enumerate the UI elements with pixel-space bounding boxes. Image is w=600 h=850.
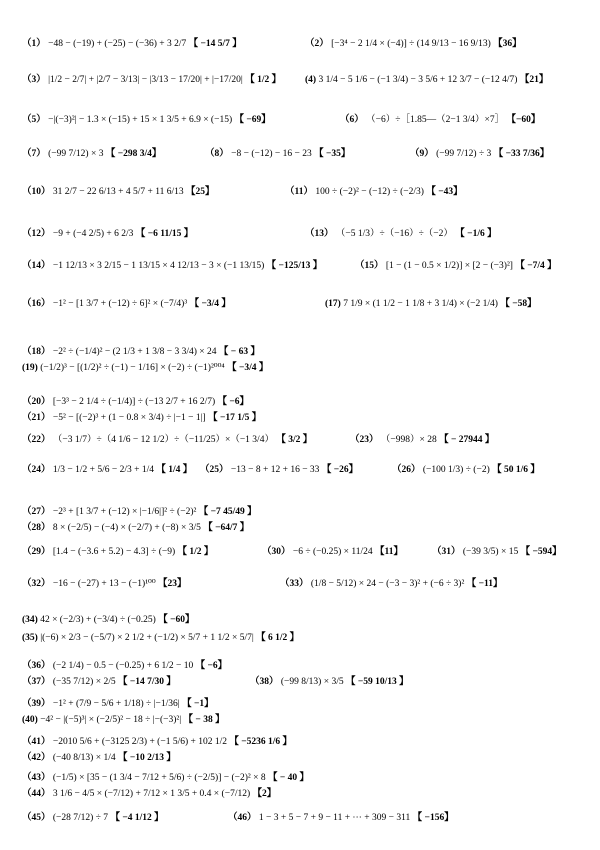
problem-label: （15）: [355, 261, 384, 271]
problem: [285, 186, 463, 198]
problem-label: （43）: [22, 773, 51, 783]
problem-label: （6）: [340, 115, 364, 125]
problem: [22, 148, 161, 160]
problem-expression: −4² − |(−5)³| × (−2/5)² − 18 ÷ |−(−3)²|: [40, 715, 182, 725]
problem-answer: 【 −43】: [426, 187, 463, 197]
problem-expression: −13 − 8 + 12 + 16 − 33: [230, 465, 320, 475]
problem: [350, 434, 494, 446]
problem-label: (17): [325, 299, 341, 309]
problem-answer: 【36】: [493, 39, 522, 49]
problem-label: (35): [22, 633, 38, 643]
problem: [22, 74, 281, 86]
problem-label: （38）: [250, 677, 279, 687]
problem-expression: −1² + (7/9 − 5/6 + 1/18) ÷ |−1/36|: [52, 699, 180, 709]
problem-expression: (−100 1/3) ÷ (−2): [422, 465, 490, 475]
problem-answer: 【 −298 3/4】: [105, 149, 162, 159]
problem-answer: 【 − 40 】: [268, 773, 310, 783]
problem-label: （3）: [22, 75, 46, 85]
problem: [250, 676, 409, 688]
problem: [22, 114, 271, 126]
problem-answer: 【2】: [252, 789, 277, 799]
problem-label: （20）: [22, 397, 51, 407]
problem-expression: −1² − [1 3/7 + (−12) ÷ 6]² × (−7/4)³: [52, 299, 188, 309]
problem-label: （10）: [22, 187, 51, 197]
problem: [22, 260, 322, 272]
problem-answer: 【 − 27944 】: [439, 435, 495, 445]
problem-label: （46）: [228, 813, 257, 823]
problem-label: （31）: [432, 547, 461, 557]
problem-expression: −9 + (−4 2/5) + 6 2/3: [52, 229, 134, 239]
problem-label: （26）: [392, 465, 421, 475]
problem-expression: −|(−3)²| − 1.3 × (−15) + 15 × 1 3/5 + 6.9 × (−15): [48, 115, 233, 125]
problem-answer: 【 −10 2/13 】: [117, 753, 176, 763]
problem-label: （7）: [22, 149, 46, 159]
problem-label: (40): [22, 715, 38, 725]
problem-answer: 【−60】: [506, 115, 541, 125]
problem: [262, 546, 403, 558]
problem-label: （11）: [285, 187, 313, 197]
problem-label: （45）: [22, 813, 51, 823]
problem-expression: −5² − [(−2)³ + (1 − 0.8 × 3/4) ÷ |−1 − 1|]: [52, 413, 206, 423]
problem-answer: 【 −6 11/15 】: [135, 229, 194, 239]
problem-expression: 1 − 3 + 5 − 7 + 9 − 11 + ⋯ + 309 − 311: [258, 813, 411, 823]
problem-expression: −1 12/13 × 3 2/15 − 1 13/15 × 4 12/13 − 3 × (−1 13/15): [52, 261, 265, 271]
problem-answer: 【 −11】: [466, 579, 503, 589]
problem-label: （5）: [22, 115, 46, 125]
problem-expression: 100 ÷ (−2)² − (−12) ÷ (−2/3): [315, 187, 424, 197]
problem-expression: −2010 5/6 + (−3125 2/3) + (−1 5/6) + 102 1/2: [52, 737, 227, 747]
problem-expression: （−6）÷［1.85—（2−1 3/4）×7］: [366, 115, 505, 125]
problem-expression: 7 1/9 × (1 1/2 − 1 1/8 + 3 1/4) × (−2 1/4): [343, 299, 498, 309]
problem-label: （22）: [22, 435, 51, 445]
problem: [22, 614, 195, 626]
problem-answer: 【25】: [186, 187, 215, 197]
problem-label: （23）: [350, 435, 379, 445]
problem: [340, 114, 540, 126]
problem-expression: (−1/5) × [35 − (1 3/4 − 7/12 + 5/6) ÷ (−2/5)] − (−2)² × 8: [52, 773, 266, 783]
problem-label: （28）: [22, 523, 51, 533]
problem-answer: 【 −17 1/5 】: [208, 413, 262, 423]
problem-expression: 8 × (−2/5) − (−4) × (−2/7) + (−8) × 3/5: [52, 523, 201, 533]
problem-label: （2）: [305, 39, 329, 49]
problem-expression: −2³ + [1 3/7 + (−12) × |−1/6|]² ÷ (−2)²: [52, 507, 197, 517]
problem: [305, 228, 497, 240]
problem-label: （39）: [22, 699, 51, 709]
problem: [22, 186, 215, 198]
problem-label: （24）: [22, 465, 51, 475]
problem: [22, 772, 309, 784]
problem: [22, 346, 260, 358]
problem-answer: 【 −156】: [412, 813, 454, 823]
problem: [355, 260, 557, 272]
problem: [22, 714, 225, 726]
problem-answer: 【 −6】: [217, 397, 250, 407]
problem-answer: 【 − 63 】: [218, 347, 260, 357]
problem-label: (19): [22, 363, 38, 373]
problem-answer: 【 −14 5/7 】: [188, 39, 242, 49]
problem-label: （29）: [22, 547, 51, 557]
problem-label: （32）: [22, 579, 51, 589]
problem-answer: 【 −33 7/36】: [493, 149, 550, 159]
problem-expression: [1 − (1 − 0.5 × 1/2)] × [2 − (−3)²]: [385, 261, 513, 271]
problem-expression: （−998）× 28: [380, 435, 437, 445]
problem-answer: 【11】: [375, 547, 404, 557]
problem-answer: 【 −1/6 】: [455, 229, 497, 239]
problem-expression: (−28 7/12) ÷ 7: [52, 813, 109, 823]
problem-answer: 【 −4 1/12 】: [110, 813, 164, 823]
problem-answer: 【 3/2 】: [276, 435, 313, 445]
problem: [410, 148, 549, 160]
problem: [22, 228, 193, 240]
problem-expression: (−1/2)³ − [(1/2)² ÷ (−1) − 1/16] × (−2) ÷ (−1)²⁰⁰⁴: [40, 363, 225, 373]
problem-expression: (−99 7/12) ÷ 3: [436, 149, 492, 159]
problem: [325, 298, 537, 310]
problem-label: （14）: [22, 261, 51, 271]
problem: [22, 522, 249, 534]
problem-answer: 【 −35】: [314, 149, 351, 159]
problem: [392, 464, 540, 476]
problem-answer: 【 50 1/6 】: [492, 465, 540, 475]
problem: [22, 298, 231, 310]
problem-expression: （−3 1/7）÷（4 1/6 − 12 1/2）÷（−11/25）×（−1 3/4）: [52, 435, 274, 445]
problem: [228, 812, 454, 824]
problem: [22, 698, 214, 710]
problem-label: （27）: [22, 507, 51, 517]
problem-answer: 【 −64/7 】: [203, 523, 250, 533]
problem-label: （25）: [200, 465, 229, 475]
problem-label: (34): [22, 615, 38, 625]
problem-expression: (−99 7/12) × 3: [48, 149, 104, 159]
problem: [22, 464, 192, 476]
problem-expression: −8 − (−12) − 16 − 23: [231, 149, 312, 159]
problem: [205, 148, 350, 160]
problem-answer: 【 −7 45/49 】: [198, 507, 257, 517]
problem-answer: 【 − 38 】: [183, 715, 225, 725]
problem-answer: 【 −1】: [182, 699, 214, 709]
problem-answer: 【 −7/4 】: [515, 261, 557, 271]
problem-expression: 42 × (−2/3) + (−3/4) ÷ (−0.25): [40, 615, 156, 625]
problem-expression: (−40 8/13) × 1/4: [52, 753, 116, 763]
problem-expression: 31 2/7 − 22 6/13 + 4 5/7 + 11 6/13: [52, 187, 184, 197]
problem: [22, 434, 312, 446]
problem-answer: 【 −125/13 】: [266, 261, 323, 271]
problem-label: （1）: [22, 39, 46, 49]
problem-answer: 【 −594】: [520, 547, 562, 557]
problem-label: （36）: [22, 661, 51, 671]
problem: [22, 660, 227, 672]
problem-label: （21）: [22, 413, 51, 423]
problem-answer: 【 −59 10/13 】: [345, 677, 409, 687]
problem-expression: 1/3 − 1/2 + 5/6 − 2/3 + 1/4: [52, 465, 155, 475]
problem: [200, 464, 358, 476]
problem: [305, 74, 548, 86]
problem-answer: 【 1/2 】: [177, 547, 214, 557]
problem-label: （33）: [280, 579, 309, 589]
problem-expression: [1.4 − (−3.6 + 5.2) − 4.3] ÷ (−9): [52, 547, 176, 557]
problem: [305, 38, 522, 50]
problem-answer: 【 −69】: [234, 115, 271, 125]
problem-label: （8）: [205, 149, 229, 159]
problem-answer: 【 1/4 】: [156, 465, 193, 475]
problem-expression: （−5 1/3）÷（−16）÷（−2）: [335, 229, 453, 239]
problem: [22, 812, 164, 824]
problem: [22, 632, 299, 644]
problem-label: (4): [305, 75, 317, 85]
problem-expression: |(−6) × 2/3 − (−5/7) × 2 1/2 + (−1/2) × 5/7 + 1 1/2 × 5/7|: [40, 633, 254, 643]
problem-expression: −6 ÷ (−0.25) × 11/24: [292, 547, 373, 557]
problem-expression: −16 − (−27) + 13 − (−1)¹⁰⁰: [52, 579, 156, 589]
problem-expression: −48 − (−19) + (−25) − (−36) + 3 2/7: [48, 39, 187, 49]
problem: [22, 506, 257, 518]
problem-label: （16）: [22, 299, 51, 309]
problem-label: （12）: [22, 229, 51, 239]
problem: [22, 676, 176, 688]
problem-expression: 3 1/4 − 5 1/6 − (−1 3/4) − 3 5/6 + 12 3/7 − (−12 4/7): [318, 75, 518, 85]
problem-expression: (−2 1/4) − 0.5 − (−0.25) + 6 1/2 − 10: [52, 661, 194, 671]
problem: [22, 546, 213, 558]
problem-label: （44）: [22, 789, 51, 799]
problem-answer: 【 6 1/2 】: [256, 633, 300, 643]
problem-expression: (−39 3/5) × 15: [462, 547, 519, 557]
problem-answer: 【 −6】: [195, 661, 228, 671]
problem-answer: 【 −58】: [500, 299, 537, 309]
problem: [22, 736, 292, 748]
problem-label: （42）: [22, 753, 51, 763]
problem-label: （41）: [22, 737, 51, 747]
problem-answer: 【 −14 7/30 】: [117, 677, 176, 687]
problem: [432, 546, 562, 558]
problem-label: （9）: [410, 149, 434, 159]
problem-expression: [−3³ − 2 1/4 ÷ (−1/4)] ÷ (−13 2/7 + 16 2/7): [52, 397, 216, 407]
problem: [22, 412, 261, 424]
problem-expression: (−99 8/13) × 3/5: [280, 677, 344, 687]
problem-answer: 【 −26】: [321, 465, 359, 475]
problem-answer: 【 −5236 1/6 】: [229, 737, 293, 747]
problem: [22, 578, 187, 590]
problem-label: （37）: [22, 677, 51, 687]
problem: [22, 362, 268, 374]
problem-answer: 【 −3/4 】: [189, 299, 231, 309]
problem-answer: 【 1/2 】: [245, 75, 282, 85]
problem-label: （13）: [305, 229, 334, 239]
problem-answer: 【21】: [519, 75, 549, 85]
problem-expression: (−35 7/12) × 2/5: [52, 677, 116, 687]
problem-expression: [−3⁴ − 2 1/4 × (−4)] ÷ (14 9/13 − 16 9/13): [331, 39, 491, 49]
problem-answer: 【 −60】: [158, 615, 195, 625]
problem: [280, 578, 502, 590]
problem-label: （18）: [22, 347, 51, 357]
problem: [22, 396, 249, 408]
problem: [22, 38, 242, 50]
problem-label: （30）: [262, 547, 291, 557]
problem-expression: (1/8 − 5/12) × 24 − (−3 − 3)² + (−6 ÷ 3)²: [310, 579, 465, 589]
problem: [22, 788, 276, 800]
problem-expression: 3 1/6 − 4/5 × (−7/12) + 7/12 × 1 3/5 + 0.4 × (−7/12): [52, 789, 251, 799]
problem-expression: −2² ÷ (−1/4)² − (2 1/3 + 1 3/8 − 3 3/4) × 24: [52, 347, 217, 357]
problem-answer: 【 −3/4 】: [227, 363, 269, 373]
problem-answer: 【23】: [158, 579, 187, 589]
problem: [22, 752, 176, 764]
problem-expression: |1/2 − 2/7| + |2/7 − 3/13| − |3/13 − 17/20| + |−17/20|: [48, 75, 243, 85]
